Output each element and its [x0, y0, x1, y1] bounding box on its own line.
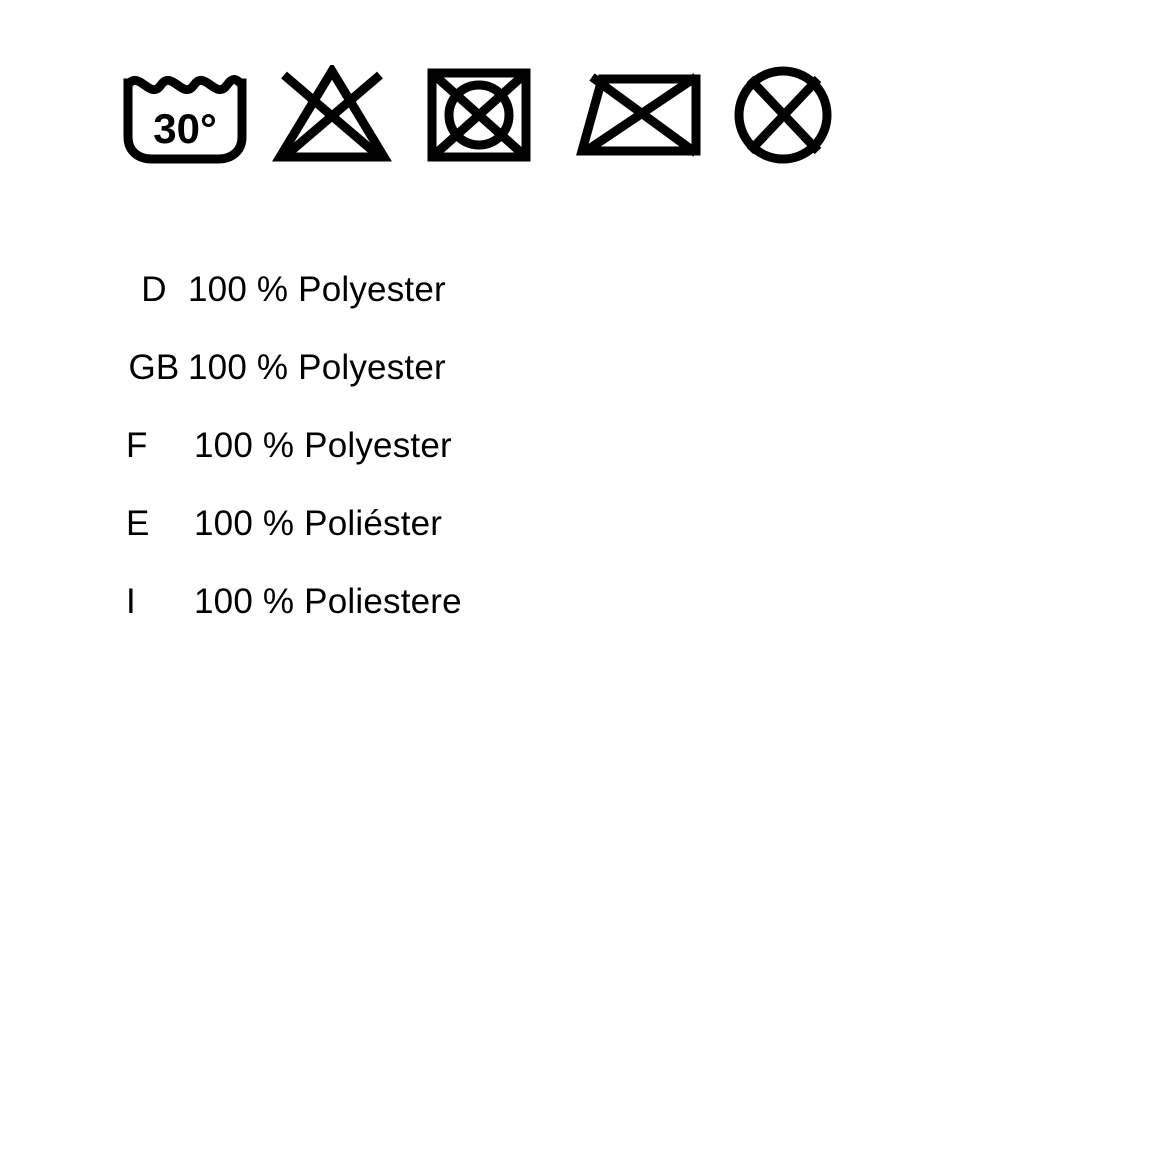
language-code-fr: F — [126, 426, 148, 465]
wash-30-symbol — [120, 60, 272, 170]
composition-row — [120, 584, 820, 662]
language-code-gb: GB — [128, 348, 180, 387]
composition-text-gb: 100 % Polyester — [188, 348, 446, 387]
do-not-bleach-symbol — [272, 60, 424, 170]
composition-row — [120, 350, 820, 428]
fibre-composition-list — [120, 272, 820, 662]
language-code-es: E — [126, 504, 150, 543]
composition-row — [120, 506, 820, 584]
composition-text-de: 100 % Polyester — [188, 270, 446, 309]
composition-row — [120, 428, 820, 506]
language-code-de: D — [141, 270, 167, 309]
care-symbol-row — [120, 55, 880, 175]
do-not-tumble-dry-symbol — [424, 60, 576, 170]
do-not-dry-clean-symbol — [728, 60, 880, 170]
wash-temperature-label: 30° — [153, 105, 217, 152]
composition-text-it: 100 % Poliestere — [194, 582, 462, 621]
composition-text-fr: 100 % Polyester — [194, 426, 452, 465]
composition-row — [120, 272, 820, 350]
language-code-it: I — [126, 582, 136, 621]
do-not-iron-symbol — [576, 60, 728, 170]
composition-text-es: 100 % Poliéster — [194, 504, 443, 543]
